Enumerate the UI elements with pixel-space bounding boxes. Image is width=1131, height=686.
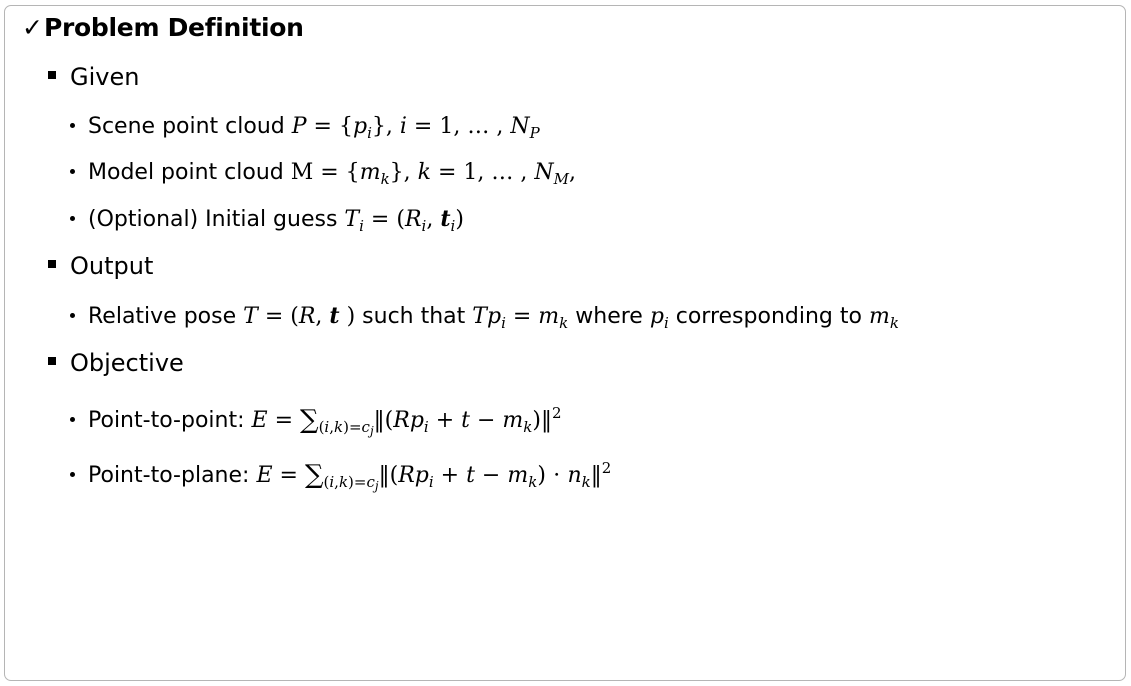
point-to-plane-label: Point-to-plane: (88, 463, 250, 488)
mk-symbol: $m_k$ (868, 304, 899, 332)
list-item-point-to-point (70, 404, 562, 438)
point-to-plane-formula: $E = \sum_{(i,k)=c_j}‖(Rp_i + t - m_k)$ ⋅ $n_k‖^2$ (256, 459, 612, 493)
relative-pose-formula: T = (R, t ) (243, 303, 356, 329)
section-objective-heading: Objective (70, 349, 184, 377)
dot-bullet-icon (70, 472, 75, 477)
list-item-model-cloud (70, 160, 576, 188)
model-cloud-formula: $M = \{m_k\}$, k = 1, … , $N_M$, (290, 160, 576, 188)
section-objective (48, 349, 184, 377)
model-cloud-label: Model point cloud (88, 160, 284, 185)
section-given (48, 63, 139, 91)
square-bullet-icon (48, 71, 56, 79)
square-bullet-icon (48, 357, 56, 365)
dot-bullet-icon (70, 169, 75, 174)
where-text: where (575, 304, 643, 329)
initial-guess-label: (Optional) Initial guess (88, 207, 338, 232)
transform-formula: $Tp_i = m_k$ (472, 304, 569, 332)
checkmark-icon: ✓ (22, 13, 43, 42)
list-item-relative-pose (70, 303, 899, 332)
scene-cloud-formula: $P = \{p_i\}$, i = 1, … , $N_P$ (291, 114, 540, 142)
point-to-point-formula: $E = \sum_{(i,k)=c_j}‖(Rp_i + t$ − $m_k)‖^2$ (251, 404, 562, 438)
dot-bullet-icon (70, 417, 75, 422)
dot-bullet-icon (70, 123, 75, 128)
dot-bullet-icon (70, 313, 75, 318)
slide-frame (4, 5, 1126, 681)
point-to-point-label: Point-to-point: (88, 408, 245, 433)
initial-guess-formula: $T_i = (R_i$, $t_i$) (344, 206, 464, 235)
scene-cloud-label: Scene point cloud (88, 114, 285, 139)
title-text: Problem Definition (44, 13, 304, 42)
section-given-heading: Given (70, 63, 140, 91)
section-output-heading: Output (70, 252, 154, 280)
pi-symbol: $p_i$ (649, 304, 669, 332)
section-output (48, 252, 153, 280)
list-item-scene-cloud (70, 114, 540, 142)
square-bullet-icon (48, 260, 56, 268)
dot-bullet-icon (70, 216, 75, 221)
list-item-initial-guess (70, 206, 464, 235)
slide-title (22, 13, 304, 42)
corresponding-text: corresponding to (675, 304, 862, 329)
list-item-point-to-plane (70, 459, 612, 493)
such-that-text: such that (362, 304, 466, 329)
relative-pose-label: Relative pose (88, 304, 237, 329)
